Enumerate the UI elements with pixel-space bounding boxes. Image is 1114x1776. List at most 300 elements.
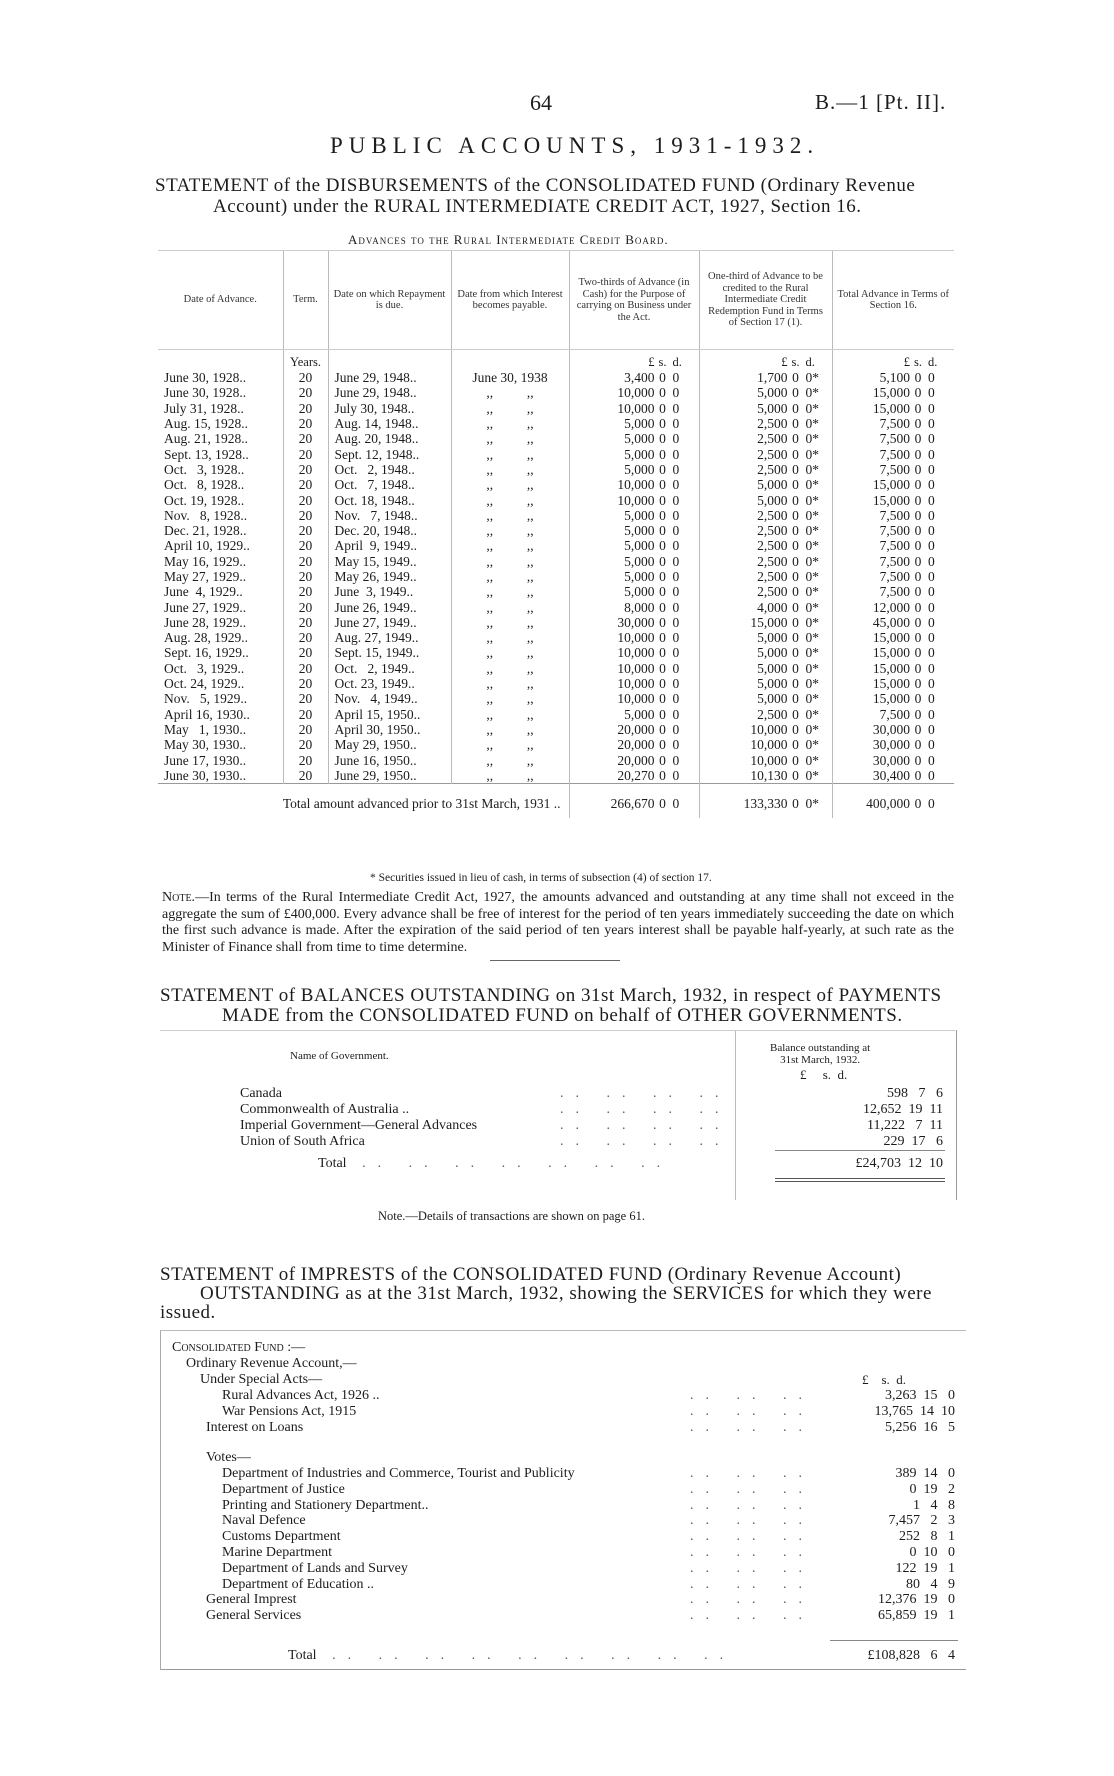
two-thirds-pounds: 10,000 [617, 660, 655, 676]
advance-row [158, 523, 954, 538]
one-third-pounds: 2,500 [757, 446, 788, 462]
total-two: 266,670 [610, 795, 655, 811]
one-third-pounds: 2,500 [757, 416, 788, 432]
advance-term: 20 [283, 768, 328, 784]
one-third-s: 0 [792, 370, 799, 386]
advance-term: 20 [283, 645, 328, 660]
two-thirds-s: 0 [659, 431, 666, 447]
two-thirds-pounds: 10,000 [617, 492, 655, 508]
total-advance-d: 0 [928, 706, 935, 722]
advance-row [158, 737, 954, 752]
dot-leader: .. .. .. [690, 1404, 814, 1419]
one-third-d: 0* [805, 569, 819, 584]
total-advance-s: 0 [914, 553, 922, 569]
one-third-pounds: 2,500 [757, 507, 788, 523]
total-advance-s: 0 [914, 630, 922, 646]
one-third-pounds: 5,000 [757, 630, 788, 646]
vote-row: Department of Lands and Survey [222, 1560, 408, 1576]
total-advance-pounds: 15,000 [872, 691, 910, 707]
advance-date: June 30, 1930.. [164, 767, 247, 783]
one-third-pounds: 2,500 [757, 538, 788, 554]
advance-interest-date: ,, ,, [451, 385, 569, 400]
advance-term: 20 [283, 584, 328, 599]
total-advance-pounds: 7,500 [879, 461, 910, 477]
one-third-s: 0 [792, 523, 799, 539]
one-third-pounds: 2,500 [757, 553, 788, 569]
advance-interest-date: ,, ,, [451, 599, 569, 614]
advance-term: 20 [283, 737, 328, 752]
advance-repay-date: June 29, 1948.. [328, 385, 451, 400]
vote-row: Marine Department [222, 1545, 333, 1560]
one-third-pounds: 10,000 [750, 737, 788, 753]
two-thirds-s: 0 [659, 461, 666, 477]
advance-row [158, 492, 954, 507]
balance-name-text: Imperial Government—General Advances [240, 1118, 478, 1133]
advance-row [158, 385, 954, 400]
advance-row [158, 370, 954, 385]
total-advance-s: 0 [914, 385, 922, 401]
total-advance-d: 0 [928, 645, 935, 661]
special-act-row: War Pensions Act, 1915 [222, 1404, 357, 1419]
advance-term: 20 [283, 370, 328, 385]
total-tot: 400,000 [866, 795, 910, 811]
advance-repay-date: Aug. 20, 1948.. [328, 431, 451, 446]
interest-row-amount: 5,256 16 5 [885, 1420, 955, 1435]
two-thirds-d: 0 [672, 538, 680, 554]
two-thirds-pounds: 10,000 [617, 477, 655, 493]
advance-term: 20 [283, 508, 328, 523]
vote-row-amount: 389 14 0 [895, 1466, 955, 1481]
one-third-s: 0 [792, 737, 799, 753]
advance-row [158, 416, 954, 431]
one-third-pounds: 2,500 [757, 431, 788, 447]
balances-heading-line-2: MADE from the CONSOLIDATED FUND on behalf of OTHER GOVERNMENTS. [222, 1005, 903, 1026]
two-thirds-pounds: 5,000 [624, 446, 655, 462]
dot-leader: .. .. .. .. [560, 1134, 731, 1149]
one-third-s: 0 [792, 676, 799, 692]
one-third-s: 0 [792, 721, 799, 737]
balances-heading [160, 986, 942, 1026]
total-advance-d: 0 [928, 400, 935, 416]
advance-repay-date: April 15, 1950.. [328, 707, 451, 722]
advance-date: June 30, 1928.. [164, 385, 247, 401]
balances-heading-line-1: STATEMENT of BALANCES OUTSTANDING on 31st March, 1932, in respect of PAYMENTS [160, 985, 942, 1006]
unit-d: d. [672, 355, 682, 369]
total-advance-pounds: 15,000 [872, 477, 910, 493]
total-tot-s: 0 [914, 795, 922, 811]
note-label: Note. [162, 890, 196, 905]
total-advance-d: 0 [928, 660, 935, 676]
advance-row [158, 615, 954, 630]
imprests-units: £ s. d. [862, 1372, 907, 1387]
total-advance-d: 0 [928, 553, 935, 569]
two-thirds-d: 0 [672, 767, 680, 783]
total-advance-pounds: 15,000 [872, 400, 910, 416]
one-third-s: 0 [792, 645, 799, 661]
advance-date: June 30, 1928.. [164, 370, 247, 386]
total-advance-pounds: 15,000 [872, 492, 910, 508]
total-advance-d: 0 [928, 370, 935, 386]
total-advance-pounds: 15,000 [872, 676, 910, 692]
total-advance-d: 0 [928, 538, 935, 554]
two-thirds-s: 0 [659, 370, 666, 386]
two-thirds-pounds: 5,000 [624, 523, 655, 539]
advance-interest-date: ,, ,, [451, 462, 569, 477]
one-third-s: 0 [792, 431, 799, 447]
advance-row [158, 630, 954, 645]
two-thirds-s: 0 [659, 584, 666, 600]
advance-repay-date: Nov. 4, 1949.. [328, 691, 451, 706]
advance-term: 20 [283, 446, 328, 461]
two-thirds-s: 0 [659, 752, 666, 768]
one-third-pounds: 10,000 [750, 752, 788, 768]
advance-term: 20 [283, 707, 328, 722]
advance-row [158, 584, 954, 599]
total-advance-pounds: 7,500 [879, 569, 910, 584]
advance-term: 20 [283, 752, 328, 767]
one-third-s: 0 [792, 767, 799, 783]
two-thirds-pounds: 10,000 [617, 385, 655, 401]
advance-row [158, 477, 954, 492]
two-thirds-d: 0 [672, 385, 680, 401]
total-advance-s: 0 [914, 431, 922, 447]
vote-row-amount: 1 4 8 [913, 1497, 955, 1513]
balances-col-name: Name of Government. [290, 1050, 389, 1062]
advance-term: 20 [283, 462, 328, 477]
total-advance-d: 0 [928, 752, 935, 768]
balances-top-rule [160, 1030, 955, 1031]
imprests-heading-line-2: OUTSTANDING as at the 31st March, 1932, showing the SERVICES for which they were [200, 1283, 932, 1304]
advance-interest-date: ,, ,, [451, 492, 569, 507]
advance-term: 20 [283, 492, 328, 507]
one-third-d: 0* [805, 538, 819, 554]
advance-row [158, 645, 954, 660]
advance-row [158, 722, 954, 737]
balance-name [240, 1102, 409, 1118]
advance-repay-date: Oct. 23, 1949.. [328, 676, 451, 691]
two-thirds-d: 0 [672, 630, 680, 646]
two-thirds-pounds: 5,000 [624, 706, 655, 722]
advance-row [158, 707, 954, 722]
total-advance-s: 0 [914, 752, 922, 768]
advance-repay-date: July 30, 1948.. [328, 401, 451, 416]
advance-repay-date: April 9, 1949.. [328, 538, 451, 553]
advance-row [158, 676, 954, 691]
advance-date: April 10, 1929.. [164, 538, 250, 554]
advance-interest-date: ,, ,, [451, 554, 569, 569]
advance-repay-date: Aug. 14, 1948.. [328, 416, 451, 431]
two-thirds-s: 0 [659, 569, 666, 584]
imprests-total-amount: £108,828 6 4 [867, 1648, 955, 1663]
advance-interest-date: ,, ,, [451, 431, 569, 446]
advance-interest-date: ,, ,, [451, 615, 569, 630]
dot-leader: .. .. .. [690, 1388, 814, 1403]
two-thirds-pounds: 5,000 [624, 461, 655, 477]
advance-date: Aug. 28, 1929.. [164, 630, 248, 646]
one-third-d: 0* [805, 752, 819, 768]
advance-interest-date: ,, ,, [451, 768, 569, 784]
unit-pound: £ [781, 355, 788, 369]
advance-repay-date: May 15, 1949.. [328, 554, 451, 569]
two-thirds-d: 0 [672, 370, 680, 386]
col-repay: Date on which Repayment is due. [328, 251, 451, 350]
total-advance-d: 0 [928, 569, 935, 584]
total-advance-d: 0 [928, 614, 935, 630]
one-third-d: 0* [805, 645, 819, 661]
two-thirds-d: 0 [672, 614, 680, 630]
one-third-s: 0 [792, 706, 799, 722]
imprests-heading [160, 1265, 932, 1322]
col-total: Total Advance in Terms of Section 16. [832, 251, 954, 350]
one-third-pounds: 10,000 [750, 721, 788, 737]
dot-leader: .. .. .. [690, 1592, 814, 1608]
total-advance-pounds: 7,500 [879, 538, 910, 554]
two-thirds-s: 0 [659, 446, 666, 462]
total-one-s: 0 [792, 795, 799, 811]
advance-interest-date: ,, ,, [451, 722, 569, 737]
total-advance-s: 0 [914, 461, 922, 477]
two-thirds-d: 0 [672, 507, 680, 523]
advance-repay-date: April 30, 1950.. [328, 722, 451, 737]
two-thirds-pounds: 5,000 [624, 507, 655, 523]
advance-repay-date: June 29, 1948.. [328, 370, 451, 385]
one-third-pounds: 2,500 [757, 523, 788, 539]
balance-name [240, 1118, 477, 1134]
imprests-total-text: Total [288, 1648, 317, 1663]
total-advance-d: 0 [928, 721, 935, 737]
advance-interest-date: ,, ,, [451, 538, 569, 553]
one-third-s: 0 [792, 492, 799, 508]
vote-row: Department of Industries and Commerce, Tourist and Publicity [222, 1466, 575, 1481]
one-third-s: 0 [792, 614, 799, 630]
advance-term: 20 [283, 676, 328, 691]
unit-pound: £ [903, 355, 910, 369]
balances-note: Note.—Details of transactions are shown on page 61. [378, 1209, 645, 1223]
advance-term: 20 [283, 599, 328, 614]
two-thirds-pounds: 20,270 [617, 767, 655, 783]
advance-repay-date: June 26, 1949.. [328, 599, 451, 614]
two-thirds-pounds: 10,000 [617, 400, 655, 416]
total-advance-pounds: 12,000 [872, 599, 910, 615]
one-third-pounds: 5,000 [757, 400, 788, 416]
two-thirds-pounds: 10,000 [617, 645, 655, 661]
advance-interest-date: ,, ,, [451, 401, 569, 416]
advance-repay-date: Dec. 20, 1948.. [328, 523, 451, 538]
total-advance-pounds: 7,500 [879, 507, 910, 523]
one-third-d: 0* [805, 477, 819, 493]
one-third-d: 0* [805, 553, 819, 569]
two-thirds-d: 0 [672, 691, 680, 707]
two-thirds-d: 0 [672, 752, 680, 768]
advance-interest-date: ,, ,, [451, 737, 569, 752]
one-third-d: 0* [805, 431, 819, 447]
two-thirds-d: 0 [672, 553, 680, 569]
one-third-d: 0* [805, 706, 819, 722]
two-thirds-d: 0 [672, 461, 680, 477]
two-thirds-pounds: 5,000 [624, 569, 655, 584]
total-advance-pounds: 5,100 [879, 370, 910, 386]
two-thirds-s: 0 [659, 385, 666, 401]
vote-row-amount: 252 8 1 [899, 1529, 955, 1545]
imprests-total-label: Total .. .. .. .. .. .. .. .. .. [288, 1648, 736, 1663]
advance-repay-date: Oct. 2, 1949.. [328, 661, 451, 676]
unit-pound: £ [648, 355, 655, 369]
advance-row [158, 661, 954, 676]
two-thirds-d: 0 [672, 492, 680, 508]
advance-term: 20 [283, 477, 328, 492]
two-thirds-d: 0 [672, 737, 680, 753]
two-thirds-d: 0 [672, 400, 680, 416]
total-advance-pounds: 15,000 [872, 385, 910, 401]
total-advance-d: 0 [928, 507, 935, 523]
one-third-s: 0 [792, 752, 799, 768]
col-one-third: One-third of Advance to be credited to the Rural Intermediate Credit Redemption Fund in Terms of Section 17 (1). [699, 251, 832, 350]
advance-term: 20 [283, 416, 328, 431]
two-thirds-d: 0 [672, 477, 680, 493]
one-third-pounds: 5,000 [757, 492, 788, 508]
one-third-pounds: 5,000 [757, 385, 788, 401]
advance-repay-date: June 16, 1950.. [328, 752, 451, 767]
two-thirds-s: 0 [659, 507, 666, 523]
advance-date: April 16, 1930.. [164, 706, 250, 722]
advance-row [158, 446, 954, 461]
total-one: 133,330 [743, 795, 788, 811]
total-advance-s: 0 [914, 446, 922, 462]
one-third-s: 0 [792, 477, 799, 493]
one-third-s: 0 [792, 660, 799, 676]
page-reference: B.—1 [Pt. II]. [815, 90, 947, 114]
general-row-amount: 12,376 19 0 [878, 1592, 955, 1608]
advance-row [158, 569, 954, 584]
two-thirds-pounds: 30,000 [617, 614, 655, 630]
two-thirds-d: 0 [672, 706, 680, 722]
col-date: Date of Advance. [158, 251, 283, 350]
one-third-pounds: 5,000 [757, 691, 788, 707]
two-thirds-s: 0 [659, 691, 666, 707]
advance-date: Nov. 5, 1929.. [164, 691, 248, 707]
advance-date: Nov. 8, 1928.. [164, 507, 248, 523]
advance-date: July 31, 1928.. [164, 400, 244, 416]
advance-date: June 28, 1929.. [164, 614, 247, 630]
col-interest: Date from which Interest becomes payable. [451, 251, 569, 350]
consolidated-fund-label: Consolidated Fund :— [172, 1340, 306, 1355]
advance-interest-date: ,, ,, [451, 752, 569, 767]
imprests-heading-line-3: issued. [160, 1302, 216, 1323]
advance-date: Aug. 15, 1928.. [164, 416, 248, 432]
total-advance-d: 0 [928, 691, 935, 707]
one-third-pounds: 10,130 [750, 767, 788, 783]
one-third-s: 0 [792, 416, 799, 432]
two-thirds-pounds: 5,000 [624, 416, 655, 432]
one-third-s: 0 [792, 553, 799, 569]
general-row-amount: 65,859 19 1 [878, 1608, 955, 1624]
one-third-d: 0* [805, 767, 819, 783]
advance-interest-date: ,, ,, [451, 446, 569, 461]
imprests-heading-line-1: STATEMENT of IMPRESTS of the CONSOLIDATED FUND (Ordinary Revenue Account) [160, 1264, 902, 1285]
advance-interest-date: ,, ,, [451, 676, 569, 691]
total-advance-s: 0 [914, 569, 922, 584]
two-thirds-pounds: 5,000 [624, 584, 655, 600]
total-advance-d: 0 [928, 630, 935, 646]
advance-interest-date: ,, ,, [451, 584, 569, 599]
two-thirds-pounds: 10,000 [617, 676, 655, 692]
total-tot-d: 0 [928, 795, 935, 811]
dot-leader: .. .. .. [690, 1497, 814, 1513]
col-two-thirds: Two-thirds of Advance (in Cash) for the Purpose of carrying on Business under the Act. [569, 251, 699, 350]
total-advance-s: 0 [914, 721, 922, 737]
one-third-pounds: 15,000 [750, 614, 788, 630]
one-third-d: 0* [805, 584, 819, 600]
total-advance-s: 0 [914, 400, 922, 416]
total-advance-s: 0 [914, 584, 922, 600]
balances-units: £ s. d. [800, 1067, 848, 1082]
advance-row [158, 554, 954, 569]
advance-date: Oct. 3, 1928.. [164, 461, 245, 477]
unit-s: s. [914, 355, 922, 369]
page-title: PUBLIC ACCOUNTS, 1931-1932. [330, 133, 820, 158]
advance-row [158, 401, 954, 416]
general-row: General Imprest [206, 1592, 297, 1608]
total-advance-s: 0 [914, 538, 922, 554]
one-third-d: 0* [805, 370, 819, 386]
advance-date: Oct. 24, 1929.. [164, 676, 245, 692]
total-advance-pounds: 7,500 [879, 706, 910, 722]
one-third-s: 0 [792, 630, 799, 646]
general-row: General Services [206, 1608, 302, 1624]
two-thirds-d: 0 [672, 569, 680, 584]
total-advance-d: 0 [928, 431, 935, 447]
two-thirds-s: 0 [659, 538, 666, 554]
total-advance-s: 0 [914, 370, 922, 386]
ordinary-revenue-label: Ordinary Revenue Account,— [186, 1356, 357, 1371]
balance-name-text: Commonwealth of Australia .. [240, 1102, 410, 1117]
one-third-d: 0* [805, 721, 819, 737]
advances-header-row [158, 251, 954, 350]
total-advance-d: 0 [928, 416, 935, 432]
votes-label: Votes— [206, 1450, 251, 1465]
two-thirds-pounds: 20,000 [617, 721, 655, 737]
total-advance-d: 0 [928, 584, 935, 600]
advance-term: 20 [283, 630, 328, 645]
advance-row [158, 599, 954, 614]
total-advance-s: 0 [914, 645, 922, 661]
two-thirds-s: 0 [659, 614, 666, 630]
one-third-pounds: 5,000 [757, 676, 788, 692]
total-advance-s: 0 [914, 767, 922, 783]
vote-row: Department of Justice [222, 1481, 345, 1497]
one-third-s: 0 [792, 569, 799, 584]
dot-leader: .. .. .. [690, 1560, 814, 1576]
advance-date: May 16, 1929.. [164, 553, 247, 569]
one-third-s: 0 [792, 584, 799, 600]
advance-repay-date: May 29, 1950.. [328, 737, 451, 752]
vote-row: Naval Defence [222, 1513, 306, 1529]
advance-row [158, 538, 954, 553]
advance-row [158, 691, 954, 706]
two-thirds-s: 0 [659, 492, 666, 508]
dot-leader: .. .. .. .. [560, 1118, 731, 1133]
advance-term: 20 [283, 615, 328, 630]
two-thirds-d: 0 [672, 431, 680, 447]
two-thirds-pounds: 3,400 [624, 370, 655, 386]
one-third-d: 0* [805, 523, 819, 539]
advance-date: June 17, 1930.. [164, 752, 247, 768]
total-advance-d: 0 [928, 523, 935, 539]
total-advance-pounds: 30,400 [872, 767, 910, 783]
one-third-d: 0* [805, 737, 819, 753]
total-advance-pounds: 15,000 [872, 630, 910, 646]
total-advance-d: 0 [928, 477, 935, 493]
